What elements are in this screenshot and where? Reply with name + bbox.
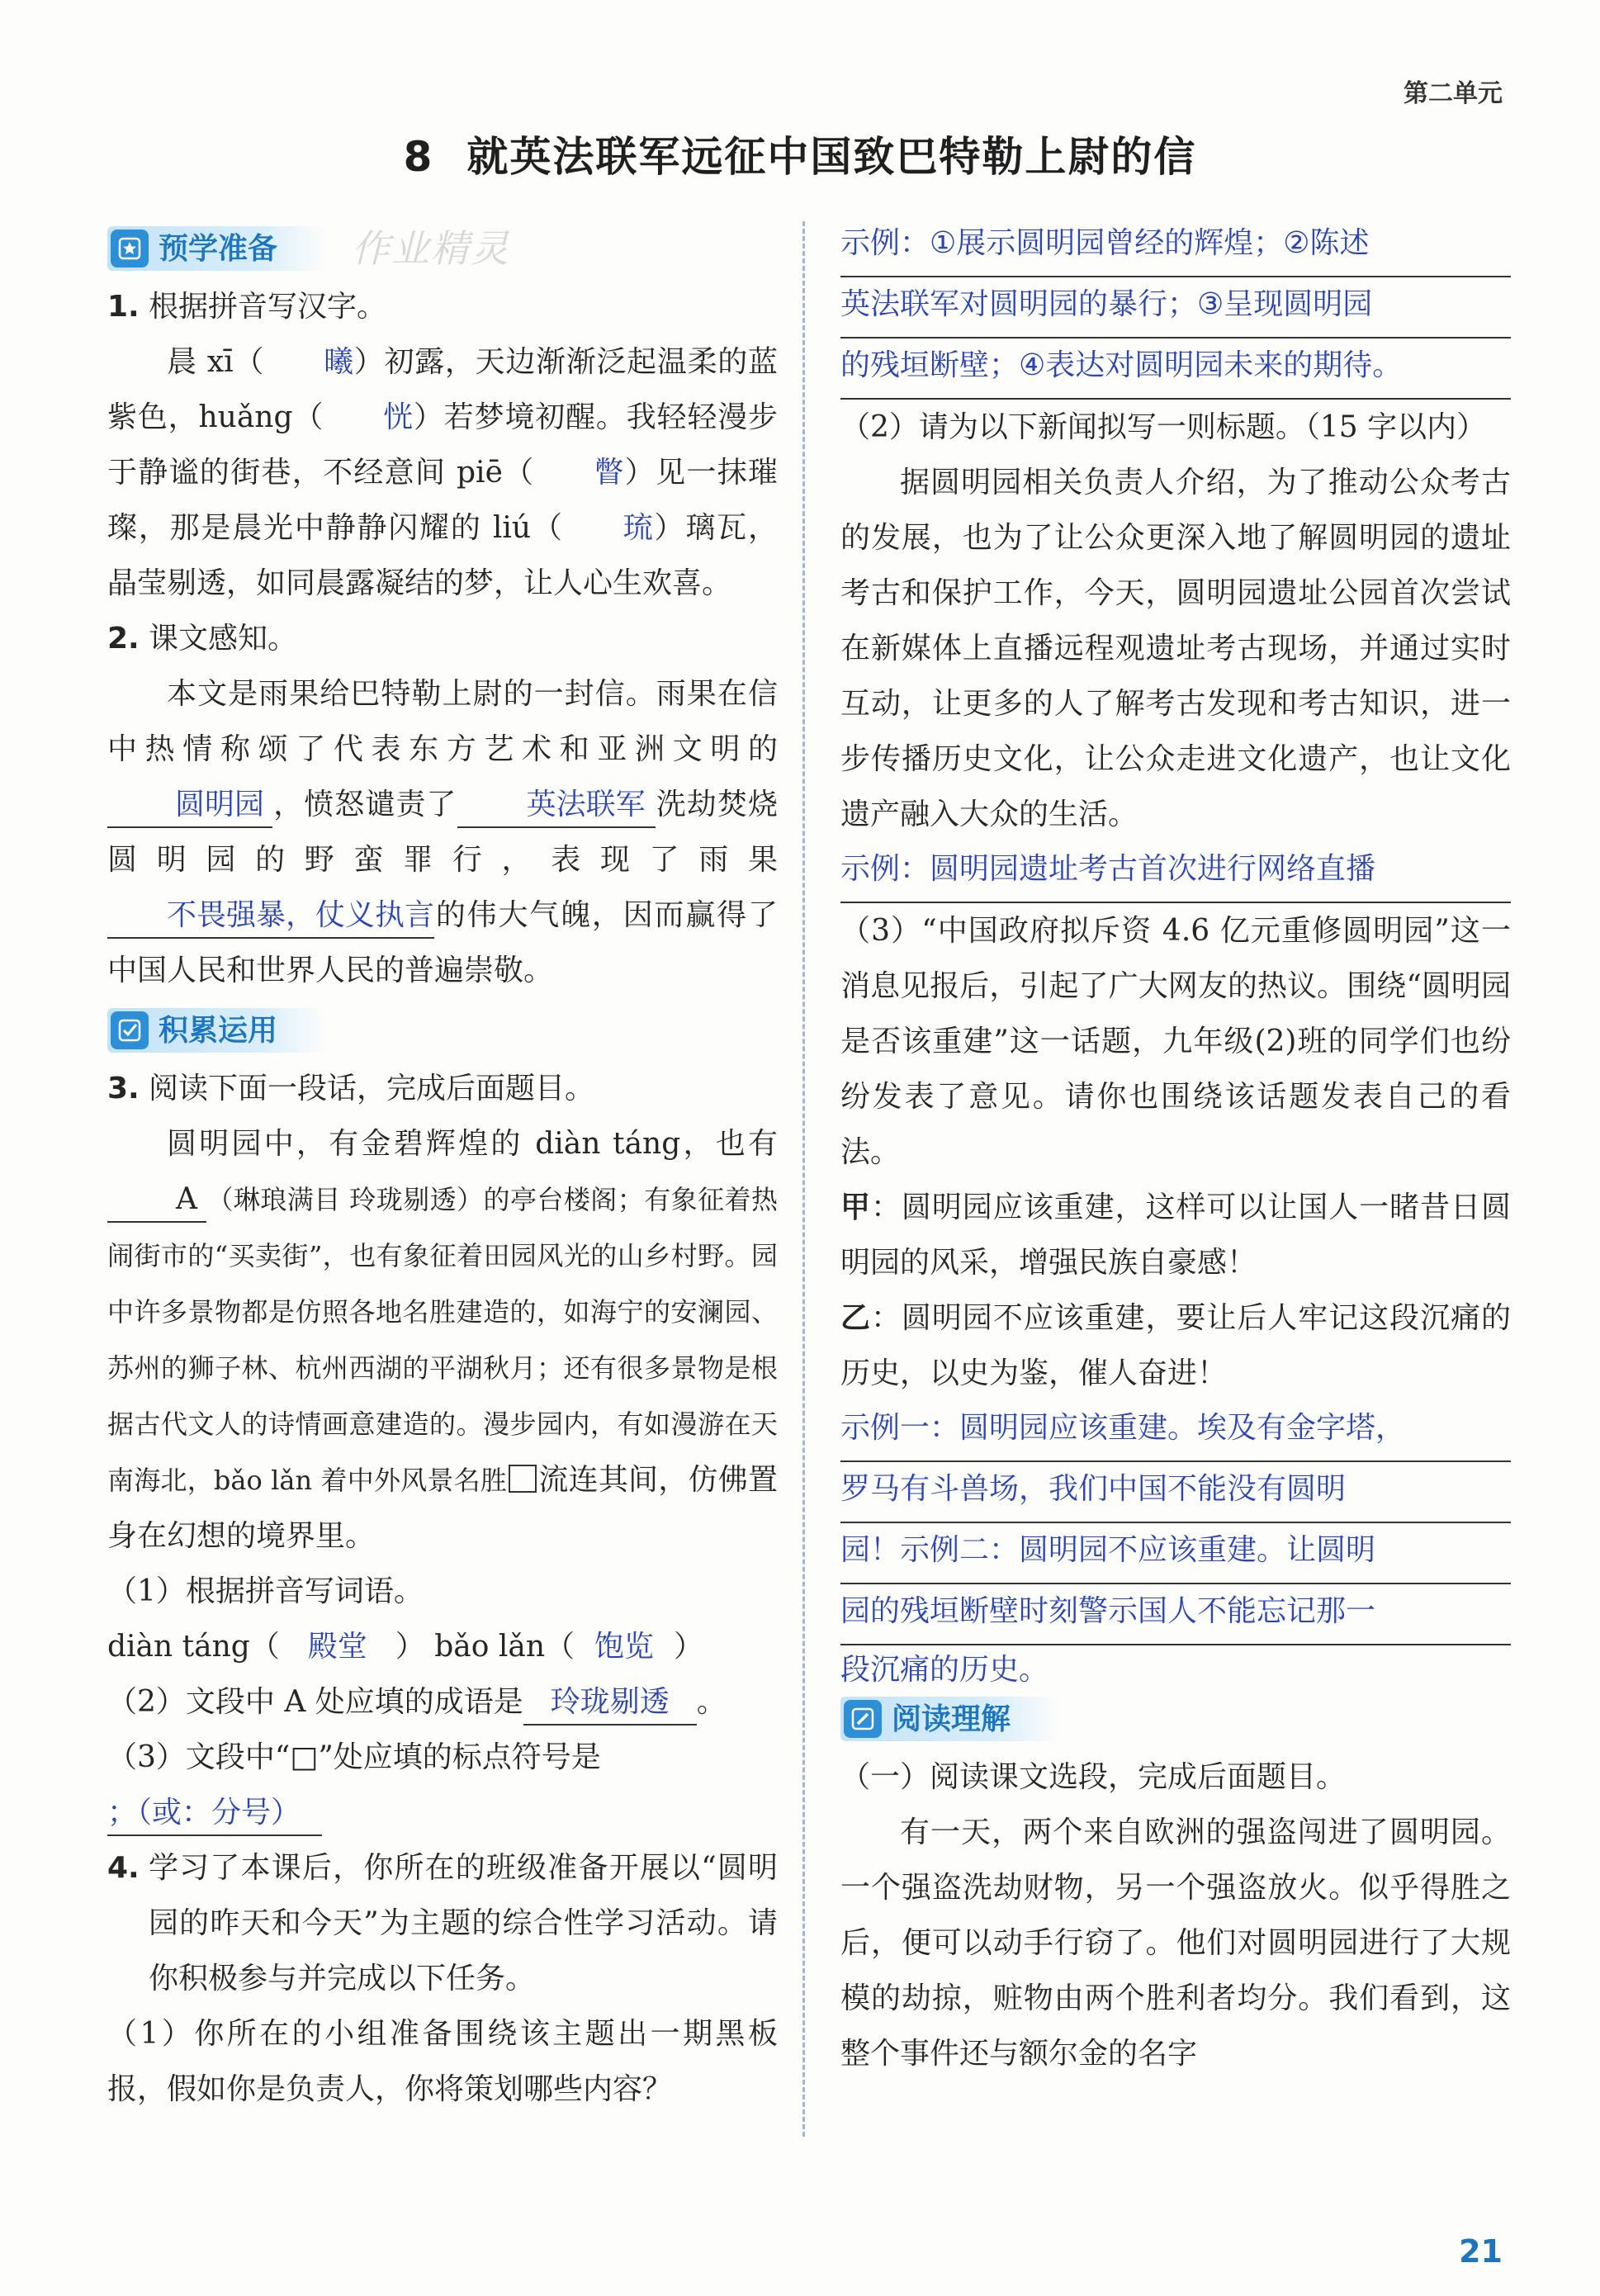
left-column <box>107 216 778 2117</box>
answer-line: 的残垣断壁；④表达对圆明园未来的期待。 <box>840 338 1511 400</box>
answer-text: 曦 <box>324 345 354 379</box>
q3-sub2: （2）文段中 A 处应填的成语是 玲珑剔透 。 <box>107 1674 778 1730</box>
q3-sub1: （1）根据拼音写词语。 <box>107 1574 424 1608</box>
pencil-icon <box>844 1700 882 1738</box>
answer-line: 园的残垣断壁时刻警示国人不能忘记那一 <box>840 1584 1511 1645</box>
reading-text: 有一天，两个来自欧洲的强盗闯进了圆明园。一个强盗洗劫财物，另一个强盗放火。似乎得胜之后，便可以动手行窃了。他们对圆明园进行了大规模的劫掠，赃物由两个胜利者均分。我们看到，这整个事件还与额尔金的名字 <box>840 1815 1511 2071</box>
lesson-number: 8 <box>403 133 434 181</box>
question-prompt: 阅读下面一段话，完成后面题目。 <box>149 1072 595 1105</box>
question-1 <box>107 279 778 334</box>
answer-blank: 玲珑剔透 <box>523 1681 697 1726</box>
question-number: 2. <box>107 622 140 656</box>
opinion-jia: 甲：圆明园应该重建，这样可以让国人一睹昔日圆明园的风采，增强民族自豪感！ <box>840 1191 1511 1280</box>
question-4 <box>107 1840 778 2006</box>
answer-text: 恍 <box>383 400 414 434</box>
question-2 <box>107 611 778 666</box>
section-badge <box>840 1697 1060 1741</box>
section-title: 阅读理解 <box>892 1702 1011 1736</box>
right-column <box>840 216 1511 2081</box>
section-accumulate <box>107 1001 778 1059</box>
answer-text: 殿堂 <box>307 1630 367 1664</box>
answer-line: 园！示例二：圆明园不应该重建。让圆明 <box>840 1523 1511 1584</box>
answer-blank: 英法联军 <box>457 783 656 828</box>
blank-a: A <box>107 1178 206 1223</box>
section-prestudy <box>107 220 778 277</box>
section-title: 预学准备 <box>159 231 278 266</box>
q3-sub3-answer <box>107 1785 778 1840</box>
star-icon <box>111 230 149 267</box>
answer-line: 段沉痛的历史。 <box>840 1653 1049 1687</box>
watermark: 作业精灵 <box>352 225 511 271</box>
check-icon <box>111 1011 149 1049</box>
answer-line: 英法联军对圆明园的暴行；③呈现圆明园 <box>840 277 1511 338</box>
q4-sub1: （1）你所在的小组准备围绕该主题出一期黑板报，假如你是负责人，你将策划哪些内容？ <box>107 2017 778 2106</box>
question-prompt: 学习了本课后，你所在的班级准备开展以“圆明园的昨天和今天”为主题的综合性学习活动。请你积极参与并完成以下任务。 <box>149 1851 778 1995</box>
question-number: 4. <box>107 1851 140 1885</box>
q4-sub3: （3）“中国政府拟斥资 4.6 亿元重修圆明园”这一消息见报后，引起了广大网友的热议。围绕“圆明园是否该重建”这一话题，九年级(2)班的同学们也纷纷发表了意见。请你也围绕该话题发表自己的看法。 <box>840 914 1511 1169</box>
lesson-title <box>0 124 1600 183</box>
lesson-title-text: 就英法联军远征中国致巴特勒上尉的信 <box>466 133 1197 181</box>
question-number: 1. <box>107 290 140 324</box>
question-number: 3. <box>107 1072 140 1105</box>
q3-passage: 圆明园中，有金碧辉煌的 diàn táng，也有A （琳琅满目 玲珑剔透）的亭台楼阁；有象征着热闹街市的“买卖街”，也有象征着田园风光的山乡村野。园中许多景物都是仿照各地名胜建造的，如海宁的安澜园、苏州的狮子林、杭州西湖的平湖秋月；还有很多景物是根据古代文人的诗情画意建造的。漫步园内，有如漫游在天南海北，bǎo lǎn 着中外风景名胜 流连其间，仿佛置身在幻想的境界里。 <box>107 1127 778 1553</box>
q3-sub1-answers: diàn táng（ 殿堂 ） bǎo lǎn（ 饱览 ） <box>107 1619 778 1674</box>
answer-text: 瞥 <box>594 456 624 490</box>
answer-text: 饱览 <box>594 1630 655 1664</box>
q1-passage: 晨 xī（ 曦）初露，天边渐渐泛起温柔的蓝紫色，huǎng（ 恍）若梦境初醒。我轻轻漫步于静谧的街巷，不经意间 piē（ 瞥）见一抹璀璨，那是晨光中静静闪耀的 liú（ 琉）璃瓦，晶莹剔透，如同晨露凝结的梦，让人心生欢喜。 <box>107 334 778 611</box>
answer-blank: 不畏强暴，仗义执言 <box>107 894 434 939</box>
q4-sub2: （2）请为以下新闻拟写一则标题。（15 字以内） <box>840 410 1487 444</box>
section-badge <box>107 1008 327 1053</box>
unit-label: 第二单元 <box>1404 79 1503 108</box>
answer-line: 示例：圆明园遗址考古首次进行网络直播 <box>840 842 1511 903</box>
question-prompt: 课文感知。 <box>149 622 298 656</box>
q2-passage: 本文是雨果给巴特勒上尉的一封信。雨果在信中热情称颂了代表东方艺术和亚洲文明的圆明园 ，愤怒谴责了 英法联军 洗劫焚烧圆明园的野蛮罪行，表现了雨果不畏强暴，仗义执言的伟大气魄，因而赢得了中国人民和世界人民的普遍崇敬。 <box>107 677 778 987</box>
news-text: 据圆明园相关负责人介绍，为了推动公众考古的发展，也为了让公众更深入地了解圆明园的遗址考古和保护工作，今天，圆明园遗址公园首次尝试在新媒体上直播远程观遗址考古现场，并通过实时互动，让更多的人了解考古发现和考古知识，进一步传播历史文化，让公众走进文化遗产，也让文化遗产融入大众的生活。 <box>840 466 1511 831</box>
question-prompt: 根据拼音写汉字。 <box>149 290 387 324</box>
opinion-yi: 乙：圆明园不应该重建，要让后人牢记这段沉痛的历史，以史为鉴，催人奋进！ <box>840 1301 1511 1390</box>
section-badge <box>107 226 327 271</box>
q3-sub3: （3）文段中“□”处应填的标点符号是 <box>107 1740 601 1774</box>
reading-part: （一）阅读课文选段，完成后面题目。 <box>840 1760 1347 1794</box>
answer-line: 罗马有斗兽场，我们中国不能没有圆明 <box>840 1462 1511 1523</box>
answer-line: 示例：①展示圆明园曾经的辉煌；②陈述 <box>840 216 1511 277</box>
answer-blank: 圆明园 <box>107 783 272 828</box>
answer-line: 示例一：圆明园应该重建。埃及有金字塔， <box>840 1401 1511 1462</box>
blank-box <box>509 1465 537 1493</box>
answer-text: 琉 <box>622 511 653 545</box>
section-reading <box>840 1690 1511 1748</box>
answer-blank: ；（或：分号） <box>107 1792 322 1836</box>
column-divider <box>802 221 805 2137</box>
section-title: 积累运用 <box>159 1013 278 1048</box>
question-3 <box>107 1061 778 1116</box>
page-number: 21 <box>1459 2233 1503 2270</box>
